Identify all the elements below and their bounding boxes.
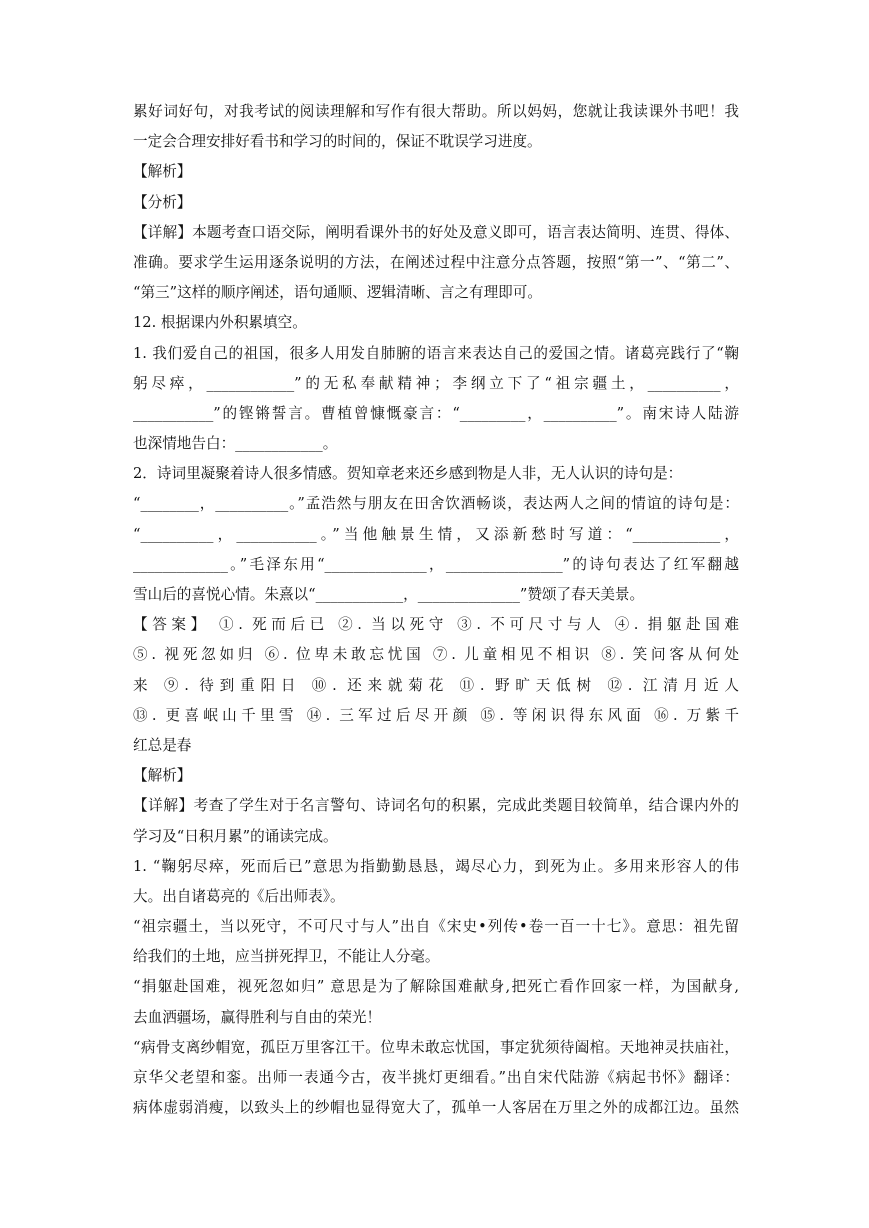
text-line: 2．诗词里凝聚着诗人很多情感。贺知章老来还乡感到物是人非，无人认识的诗句是：	[133, 465, 683, 483]
text-line: 雪山后的喜悦心情。朱熹以“____________，______________”赞颂了春天美景。	[133, 586, 645, 603]
text-line: 病体虚弱消瘦，以致头上的纱帽也显得宽大了，孤单一人客居在万里之外的成都江边。虽然	[133, 1099, 739, 1117]
section-label-analysis: 【解析】	[133, 163, 192, 181]
text-line: 【详解】考查了学生对于名言警句、诗词名句的积累，完成此类题目较简单，结合课内外的	[133, 797, 739, 815]
text-line: 给我们的土地，应当拼死捍卫，不能让人分毫。	[133, 948, 440, 966]
text-line: “________，__________。”孟浩然与朋友在田舍饮酒畅谈，表达两人之间的情谊的诗句是：	[133, 495, 739, 513]
answer-line: 红总是春	[133, 736, 192, 754]
answer-line: ⑬. 更喜岷山千里雪 ⑭. 三军过后尽开颜 ⑮. 等闲识得东风面 ⑯. 万紫千	[133, 706, 739, 724]
text-line: ___________”的铿锵誓言。曹植曾慷慨豪言：“_________，__________”。南宋诗人陆游	[133, 404, 739, 422]
text-line: 躬尽瘁，____________”的无私奉献精神；李纲立下了“祖宗疆土，__________，	[133, 374, 739, 392]
answer-line: ⑤. 视死忽如归 ⑥. 位卑未敢忘忧国 ⑦. 儿童相见不相识 ⑧. 笑问客从何处	[133, 646, 739, 664]
question-heading: 12. 根据课内外积累填空。	[133, 314, 307, 332]
text-line: 也深情地告白：____________。	[133, 435, 338, 453]
text-line: 【详解】本题考查口语交际，阐明看课外书的好处及意义即可，语言表达简明、连贯、得体、	[133, 223, 739, 241]
answer-line: 【答案】 ①. 死而后已 ②. 当以死守 ③. 不可尺寸与人 ④. 捐躯赴国难	[133, 616, 739, 634]
section-label-breakdown: 【分析】	[133, 193, 192, 211]
text-line: 大。出自诸葛亮的《后出师表》。	[133, 887, 345, 905]
document-body	[133, 97, 739, 1123]
text-line: 准确。要求学生运用逐条说明的方法，在阐述过程中注意分点答题，按照“第一”、“第二”、	[133, 253, 739, 271]
text-line: _____________。”毛泽东用“______________，________________”的诗句表达了红军翻越	[133, 555, 739, 573]
text-line: “__________，___________。”当他触景生情，又添新愁时写道：“____________，	[133, 525, 739, 543]
text-line: 1. “鞠躬尽瘁，死而后已”意思为指勤勤恳恳，竭尽心力，到死为止。多用来形容人的伟	[133, 857, 739, 875]
answer-line: 来 ⑨. 待到重阳日 ⑩. 还来就菊花 ⑪. 野旷天低树 ⑫. 江清月近人	[133, 676, 739, 694]
text-line: “病骨支离纱帽宽，孤臣万里客江干。位卑未敢忘忧国，事定犹须待阖棺。天地神灵扶庙社，	[133, 1038, 739, 1056]
text-line: 1. 我们爱自己的祖国，很多人用发自肺腑的语言来表达自己的爱国之情。诸葛亮践行了“鞠	[133, 344, 739, 362]
text-line: 去血洒疆场，赢得胜利与自由的荣光！	[133, 1008, 382, 1026]
text-line: “捐躯赴国难，视死忽如归” 意思是为了解除国难献身,把死亡看作回家一样，为国献身,	[133, 978, 739, 996]
text-line: 累好词好句，对我考试的阅读理解和写作有很大帮助。所以妈妈，您就让我读课外书吧！我	[133, 103, 739, 120]
text-line: 学习及“日积月累”的诵读完成。	[133, 827, 338, 845]
text-line: “第三”这样的顺序阐述，语句通顺、逻辑清晰、言之有理即可。	[133, 284, 542, 302]
text-line: 一定会合理安排好看书和学习的时间的，保证不耽误学习进度。	[133, 133, 542, 151]
text-line: 京华父老望和銮。出师一表通今古，夜半挑灯更细看。”出自宋代陆游《病起书怀》翻译：	[133, 1069, 739, 1086]
text-line: “祖宗疆土，当以死守，不可尺寸与人”出自《宋史•列传•卷一百一十七》。意思：祖先留	[133, 918, 739, 936]
section-label-analysis: 【解析】	[133, 767, 192, 785]
